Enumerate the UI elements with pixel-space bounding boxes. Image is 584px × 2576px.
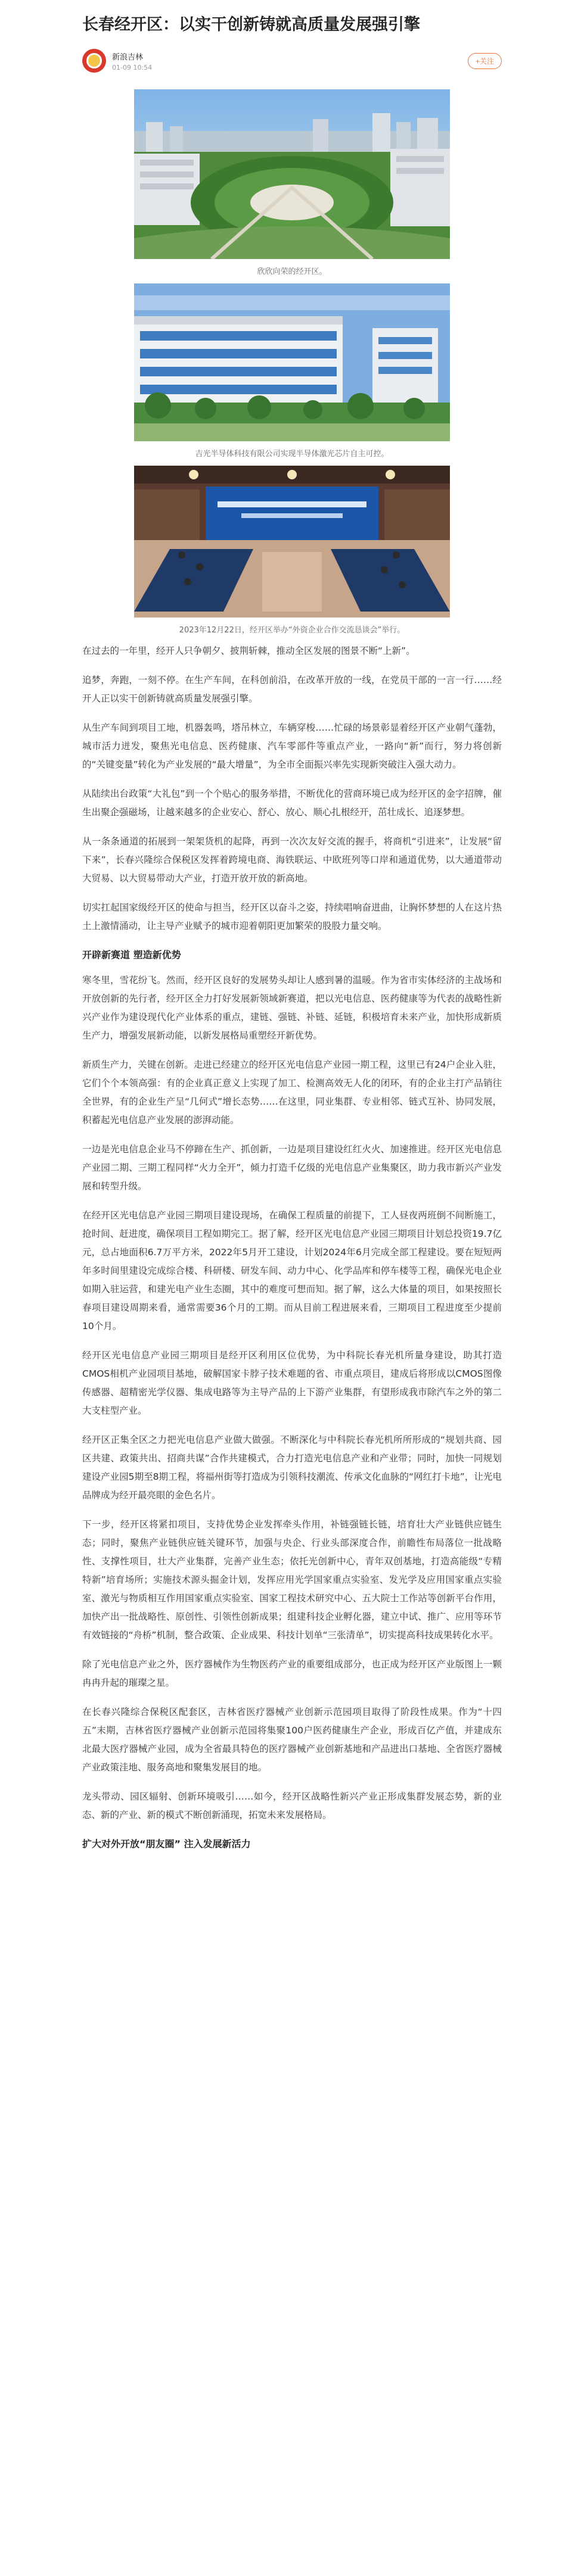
section-heading: 扩大对外开放“朋友圈” 注入发展新活力 — [82, 1838, 251, 1850]
author-info — [112, 51, 468, 71]
section-heading: 开辟新赛道 塑造新优势 — [82, 949, 181, 960]
article-title: 长春经开区：以实干创新铸就高质量发展强引擎 — [82, 15, 420, 34]
author-avatar[interactable] — [82, 49, 106, 73]
figure-caption: 欣欣向荣的经开区。 — [257, 267, 327, 276]
figure-1 — [82, 89, 502, 276]
conference-photo — [134, 466, 450, 618]
paragraph: 在经开区光电信息产业园三期项目建设现场，在确保工程质量的前提下，工人昼夜两班倒不间断施工，抢时间、赶进度，确保项目工程如期完工。据了解，经开区光电信息产业园三期项目计划总投资19.7亿元，总占地面积6.7万平方米，2022年5月开工建设，计划2024年6月完成全部工程建设。要在短短两年多时间里建设完成综合楼、科研楼、研发车间、动力中心、化学品库和停车楼等工程，确保光电企业如期入驻运营，和建光电产业生态圈，其中的难度可想而知。据了解，这么大体量的项目，如果按照长春项目建设周期来看，通常需要36个月的工期。而从目前工程进展来看，三期项目工程进度至少提前10个月。 — [82, 1210, 502, 1331]
paragraph: 除了光电信息产业之外，医疗器械作为生物医药产业的重要组成部分，也正成为经开区产业版图上一颗冉冉升起的璀璨之星。 — [82, 1659, 502, 1688]
paragraph: 新质生产力，关键在创新。走进已经建立的经开区光电信息产业园一期工程，这里已有24户企业入驻，它们个个本领高强：有的企业真正意义上实现了加工、检测高效无人化的闭环，有的企业主打产品销往全世界，有的企业生产呈“几何式”增长态势……在这里，同业集群、专业相邻、链式互补、协同发展，积蓄起光电信息产业发展的澎湃动能。 — [82, 1059, 502, 1125]
paragraph: 经开区正集全区之力把光电信息产业做大做强。不断深化与中科院长春光机所所形成的“规划共商、园区共建、政策共出、招商共谋”合作共建模式，合力打造光电信息产业和产业带；同时，加快一同规划建设产业园5期至8期工程，将福州街等打造成为引领科技潮流、传承文化血脉的“网红打卡地”，让光电品牌成为经开最亮眼的金色名片。 — [82, 1434, 502, 1501]
figure-caption: 吉光半导体科技有限公司实现半导体激光芯片自主可控。 — [195, 450, 389, 459]
paragraph: 下一步，经开区将紧扣项目，支持优势企业发挥牵头作用，补链强链长链，培育壮大产业链供应链生态；同时，聚焦产业链供应链关键环节，加强与央企、行业头部深度合作，前瞻性布局落位一批战略性、支撑性项目，壮大产业集群，完善产业生态；依托光创新中心，青年双创基地，打造高能级“专精特新”培育场所；实施技术源头掘金计划，发挥应用光学国家重点实验室、发光学及应用国家重点实验室、激光与物质相互作用国家重点实验室、国家工程技术研究中心、五大院士工作站等创新平台作用，加快产出一批战略性、原创性、引领性创新成果；组建科技企业孵化器，建立中试、推广、应用等环节有效链接的“舟桥”机制，整合政策、企业成果、科技计划单“三张清单”，切实提高科技成果转化水平。 — [82, 1519, 502, 1641]
paragraph: 从生产车间到项目工地，机器轰鸣，塔吊林立，车辆穿梭……忙碌的场景彰显着经开区产业朝气蓬勃，城市活力迸发，聚焦光电信息、医药健康、汽车零部件等重点产业，一路向“新”而行，努力将创新的“关键变量”转化为产业发展的“最大增量”，为全市全面振兴率先实现新突破注入强大动力。 — [82, 722, 502, 770]
paragraph: 追梦，奔跑，一刻不停。在生产车间，在科创前沿，在改革开放的一线，在党员干部的一言一行……经开人正以实干创新铸就高质量发展强引擎。 — [82, 675, 502, 704]
author-bar — [82, 46, 502, 75]
paragraph: 经开区光电信息产业园三期项目是经开区利用区位优势，为中科院长春光机所量身建设，助其打造CMOS相机产业园项目基地，破解国家卡脖子技术难题的省、市重点项目，建成后将形成以CMOS图像传感器、超精密光学仪器、集成电路等为主导产品的上下游产业集群，有望形成我市除汽车之外的第二大支柱型产业。 — [82, 1350, 502, 1416]
paragraph: 切实扛起国家级经开区的使命与担当，经开区以奋斗之姿，持续唱响奋进曲，让胸怀梦想的人在这片热土上激情涌动，让主导产业赋予的城市迎着朝阳更加繁荣的股股力量交响。 — [82, 902, 502, 931]
figure-caption: 2023年12月22日，经开区举办“外资企业合作交流恳谈会”举行。 — [179, 626, 405, 635]
paragraph: 在长春兴隆综合保税区配套区，吉林省医疗器械产业创新示范园项目取得了阶段性成果。作为“十四五”末期，吉林省医疗器械产业创新示范园将集聚100户医药健康生产企业，形成百亿产值，并建成东北最大医疗器械产业园，成为全省最具特色的医疗器械产业创新基地和产品进出口基地、全省医疗器械产业政策洼地、服务高地和聚集发展目的地。 — [82, 1707, 502, 1773]
publish-time: 01-09 10:54 — [112, 63, 153, 71]
paragraph: 从陆续出台政策“大礼包”到一个个贴心的服务举措，不断优化的营商环境已成为经开区的金字招牌，催生出聚企强磁场，让越来越多的企业安心、舒心、放心、顺心扎根经开，茁壮成长、追逐梦想。 — [82, 788, 502, 818]
company-building-photo — [134, 283, 450, 441]
figure-3 — [82, 466, 502, 635]
paragraph: 寒冬里，雪花纷飞。然而，经开区良好的发展势头却让人感到暑的温暖。作为省市实体经济的主战场和开放创新的先行者，经开区全力打好发展新领域新赛道，把以光电信息、医药健康等为代表的战略性新兴产业作为建设现代化产业体系的重点，建链、强链、补链、延链，积极培育未来产业，加快形成新质生产力，增强发展新动能，以新发展格局重塑经开新优势。 — [82, 975, 502, 1041]
follow-button[interactable]: +关注 — [468, 53, 502, 69]
paragraph: 龙头带动、园区辐射、创新环境吸引……如今，经开区战略性新兴产业正形成集群发展态势，新的业态、新的产业、新的模式不断创新涌现，拓宽未来发展格局。 — [82, 1791, 502, 1820]
author-name[interactable]: 新浪吉林 — [112, 52, 144, 62]
figure-2 — [82, 283, 502, 459]
paragraph: 从一条条通道的拓展到一架架货机的起降，再到一次次友好交流的握手，将商机“引进来”，让发展“留下来”，长春兴隆综合保税区发挥着跨境电商、海铁联运、中欧班列等口岸和通道优势，以大通道带动大贸易、以大贸易带动大产业，打造开放开放的新高地。 — [82, 836, 502, 884]
paragraph: 一边是光电信息企业马不停蹄在生产、抓创新，一边是项目建设红红火火、加速推进。经开区光电信息产业园二期、三期工程同样“火力全开”，倾力打造千亿级的光电信息产业集聚区，助力我市新兴产业发展和转型升级。 — [82, 1144, 502, 1192]
paragraph: 在过去的一年里，经开人只争朝夕、披荆斩棘，推动全区发展的图景不断“上新”。 — [82, 645, 415, 656]
aerial-park-photo — [134, 89, 450, 259]
